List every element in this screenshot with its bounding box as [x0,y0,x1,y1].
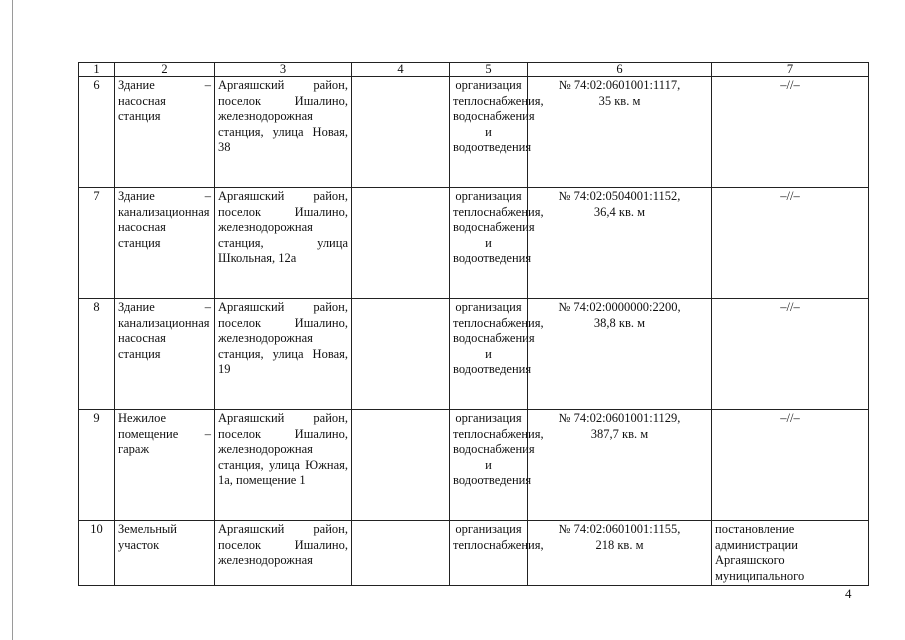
object-address: Аргаяшский район, поселок Ишалино, железнодорожная станция, улица Новая, 38 [215,77,352,188]
organization-type: организация теплоснабжения, водоснабжения и водоотведения [450,299,528,410]
object-address: Аргаяшский район, поселок Ишалино, железнодорожная станция, улица Новая, 19 [215,299,352,410]
organization-type: организация теплоснабжения, водоснабжения и водоотведения [450,410,528,521]
object-name: Здание – канализационная насосная станция [115,188,215,299]
table-row [79,410,869,521]
cadastral-number: № 74:02:0601001:1117, [558,78,681,92]
page-number: 4 [845,586,852,601]
row-number: 10 [79,521,115,586]
organization-type: организация теплоснабжения, водоснабжения и водоотведения [450,77,528,188]
table-header-row [79,63,869,77]
header-col-1: 1 [79,63,115,77]
cadastral-cell [528,188,712,299]
column-4-cell [352,521,450,586]
header-col-4: 4 [352,63,450,77]
cadastral-cell [528,299,712,410]
object-address: Аргаяшский район, поселок Ишалино, железнодорожная [215,521,352,586]
table-row [79,77,869,188]
row-number: 8 [79,299,115,410]
object-name: Нежилое помещение – гараж [115,410,215,521]
object-area: 36,4 кв. м [593,204,646,219]
object-address: Аргаяшский район, поселок Ишалино, железнодорожная станция, улица Школьная, 12а [215,188,352,299]
header-col-2: 2 [115,63,215,77]
cadastral-number: № 74:02:0504001:1152, [558,189,681,203]
basis-document: –//– [712,299,869,410]
row-number: 9 [79,410,115,521]
header-col-6: 6 [528,63,712,77]
object-area: 218 кв. м [595,537,644,552]
object-address: Аргаяшский район, поселок Ишалино, железнодорожная станция, улица Южная, 1а, помещение 1 [215,410,352,521]
object-name: Земельный участок [115,521,215,586]
object-area: 38,8 кв. м [593,315,646,330]
basis-document: –//– [712,77,869,188]
organization-type: организация теплоснабжения, водоснабжения и водоотведения [450,188,528,299]
basis-document: постановление администрации Аргаяшского муниципального [712,521,869,586]
column-4-cell [352,410,450,521]
property-table [78,62,869,586]
object-name: Здание – насосная станция [115,77,215,188]
basis-document: –//– [712,410,869,521]
basis-document: –//– [712,188,869,299]
page-margin-line [12,0,13,640]
cadastral-number: № 74:02:0601001:1155, [558,522,681,536]
row-number: 7 [79,188,115,299]
object-area: 387,7 кв. м [590,426,649,441]
cadastral-cell [528,521,712,586]
cadastral-number: № 74:02:0601001:1129, [558,411,681,425]
cadastral-number: № 74:02:0000000:2200, [558,300,681,314]
column-4-cell [352,188,450,299]
header-col-7: 7 [712,63,869,77]
cadastral-cell [528,410,712,521]
column-4-cell [352,77,450,188]
object-area: 35 кв. м [598,93,641,108]
header-col-5: 5 [450,63,528,77]
row-number: 6 [79,77,115,188]
organization-type: организация теплоснабжения, [450,521,528,586]
table-row [79,188,869,299]
table-row [79,521,869,586]
object-name: Здание – канализационная насосная станция [115,299,215,410]
table-row [79,299,869,410]
cadastral-cell [528,77,712,188]
header-col-3: 3 [215,63,352,77]
column-4-cell [352,299,450,410]
